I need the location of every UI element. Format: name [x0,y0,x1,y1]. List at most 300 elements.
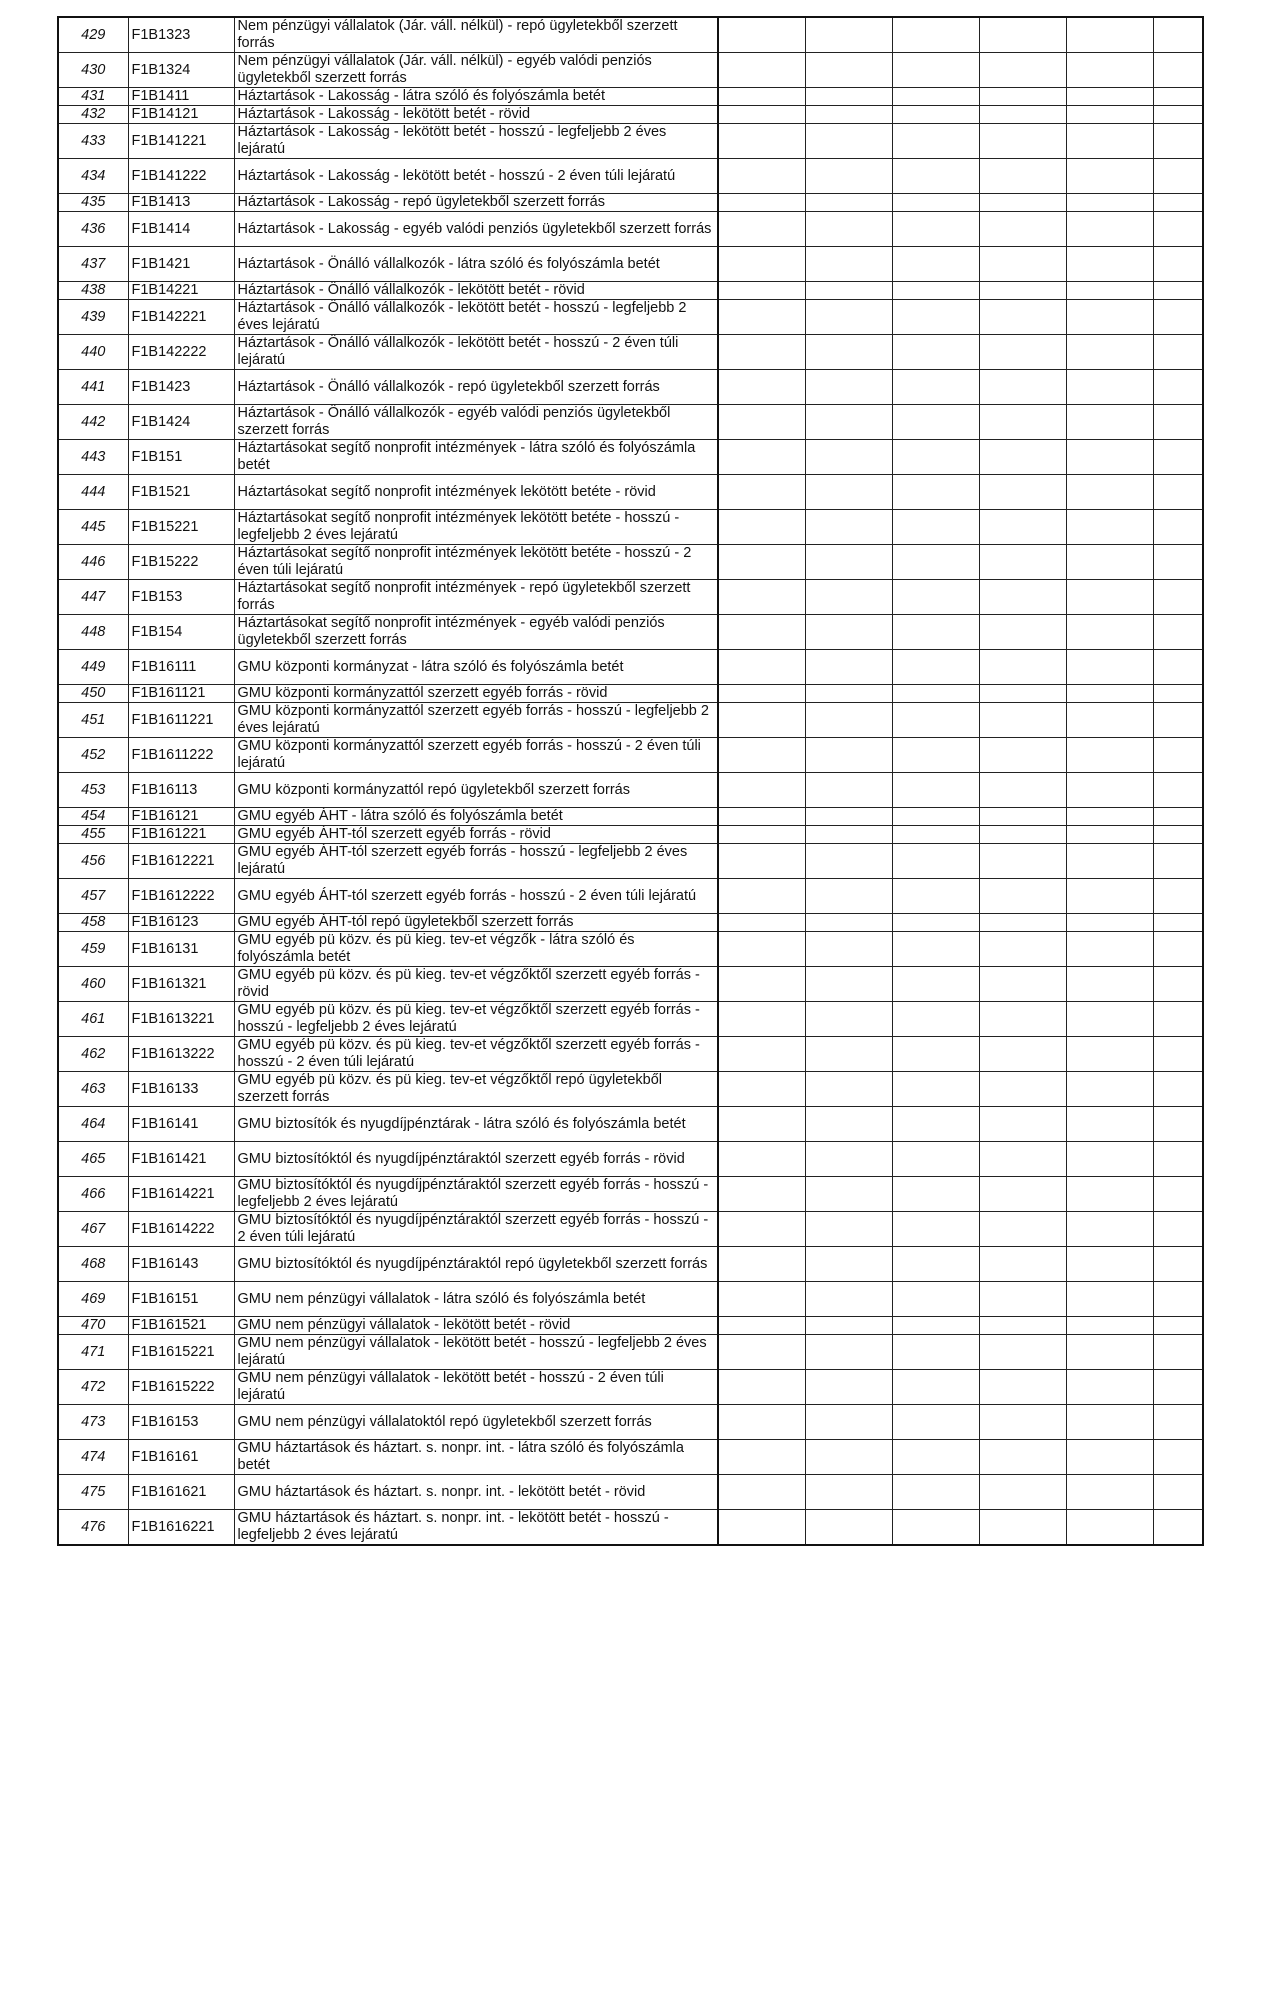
value-cell[interactable] [718,1317,805,1335]
value-cell[interactable] [892,17,979,53]
value-cell[interactable] [892,1282,979,1317]
value-cell[interactable] [892,335,979,370]
value-cell[interactable] [892,282,979,300]
value-cell[interactable] [718,1510,805,1546]
value-cell[interactable] [979,194,1066,212]
value-cell[interactable] [979,1177,1066,1212]
value-cell[interactable] [1066,773,1153,808]
row-code: F1B1414 [128,212,234,247]
value-cell[interactable] [892,808,979,826]
value-cell[interactable] [1066,932,1153,967]
value-cell[interactable] [1153,1177,1203,1212]
value-cell[interactable] [892,1317,979,1335]
value-cell[interactable] [1153,703,1203,738]
value-cell[interactable] [1066,159,1153,194]
value-cell[interactable] [1066,124,1153,159]
value-cell[interactable] [718,510,805,545]
value-cell[interactable] [979,1282,1066,1317]
value-cell[interactable] [1066,967,1153,1002]
value-cell[interactable] [805,1002,892,1037]
value-cell[interactable] [805,1510,892,1546]
value-cell[interactable] [805,335,892,370]
value-cell[interactable] [1066,405,1153,440]
value-cell[interactable] [1066,300,1153,335]
value-cell[interactable] [979,1440,1066,1475]
value-cell[interactable] [979,650,1066,685]
value-cell[interactable] [718,1440,805,1475]
value-cell[interactable] [1066,212,1153,247]
value-cell[interactable] [805,844,892,879]
value-cell[interactable] [1066,1335,1153,1370]
value-cell[interactable] [805,106,892,124]
value-cell[interactable] [1153,475,1203,510]
value-cell[interactable] [1066,826,1153,844]
value-cell[interactable] [979,545,1066,580]
value-cell[interactable] [1066,1142,1153,1177]
row-number: 456 [58,844,128,879]
value-cell[interactable] [1066,844,1153,879]
value-cell[interactable] [1066,17,1153,53]
value-cell[interactable] [1066,194,1153,212]
value-cell[interactable] [805,1317,892,1335]
value-cell[interactable] [805,53,892,88]
value-cell[interactable] [718,1335,805,1370]
value-cell[interactable] [805,475,892,510]
value-cell[interactable] [979,1335,1066,1370]
value-cell[interactable] [805,808,892,826]
value-cell[interactable] [805,879,892,914]
value-cell[interactable] [979,685,1066,703]
value-cell[interactable] [1153,545,1203,580]
value-cell[interactable] [892,1142,979,1177]
value-cell[interactable] [718,580,805,615]
value-cell[interactable] [805,1247,892,1282]
value-cell[interactable] [979,844,1066,879]
value-cell[interactable] [805,685,892,703]
value-cell[interactable] [718,194,805,212]
value-cell[interactable] [805,88,892,106]
value-cell[interactable] [1153,967,1203,1002]
value-cell[interactable] [892,685,979,703]
value-cell[interactable] [979,247,1066,282]
value-cell[interactable] [1066,615,1153,650]
value-cell[interactable] [805,1475,892,1510]
value-cell[interactable] [892,247,979,282]
value-cell[interactable] [805,738,892,773]
value-cell[interactable] [805,370,892,405]
value-cell[interactable] [805,300,892,335]
value-cell[interactable] [805,440,892,475]
value-cell[interactable] [892,300,979,335]
value-cell[interactable] [979,773,1066,808]
value-cell[interactable] [979,17,1066,53]
value-cell[interactable] [1066,1072,1153,1107]
value-cell[interactable] [892,475,979,510]
value-cell[interactable] [1153,808,1203,826]
value-cell[interactable] [718,545,805,580]
value-cell[interactable] [805,650,892,685]
value-cell[interactable] [1153,510,1203,545]
value-cell[interactable] [1153,1142,1203,1177]
value-cell[interactable] [1153,1440,1203,1475]
value-cell[interactable] [805,1072,892,1107]
value-cell[interactable] [805,1177,892,1212]
value-cell[interactable] [805,1212,892,1247]
value-cell[interactable] [1153,194,1203,212]
value-cell[interactable] [1153,106,1203,124]
value-cell[interactable] [979,1405,1066,1440]
value-cell[interactable] [718,440,805,475]
value-cell[interactable] [718,1405,805,1440]
value-cell[interactable] [1066,247,1153,282]
value-cell[interactable] [718,475,805,510]
value-cell[interactable] [718,1475,805,1510]
value-cell[interactable] [1066,738,1153,773]
value-cell[interactable] [718,1282,805,1317]
value-cell[interactable] [1153,580,1203,615]
value-cell[interactable] [805,17,892,53]
value-cell[interactable] [1153,300,1203,335]
value-cell[interactable] [1153,1405,1203,1440]
value-cell[interactable] [1153,282,1203,300]
value-cell[interactable] [1153,1370,1203,1405]
value-cell[interactable] [1066,1177,1153,1212]
value-cell[interactable] [1153,1002,1203,1037]
value-cell[interactable] [1153,650,1203,685]
value-cell[interactable] [892,53,979,88]
value-cell[interactable] [892,703,979,738]
value-cell[interactable] [892,879,979,914]
value-cell[interactable] [1066,370,1153,405]
value-cell[interactable] [892,440,979,475]
value-cell[interactable] [1066,335,1153,370]
value-cell[interactable] [892,1440,979,1475]
value-cell[interactable] [1153,844,1203,879]
value-cell[interactable] [892,1247,979,1282]
value-cell[interactable] [1066,580,1153,615]
value-cell[interactable] [892,1037,979,1072]
value-cell[interactable] [1153,88,1203,106]
table-row [58,510,1203,545]
value-cell[interactable] [979,615,1066,650]
value-cell[interactable] [805,826,892,844]
value-cell[interactable] [892,1335,979,1370]
value-cell[interactable] [805,1370,892,1405]
value-cell[interactable] [718,1142,805,1177]
value-cell[interactable] [718,738,805,773]
value-cell[interactable] [892,106,979,124]
value-cell[interactable] [718,159,805,194]
value-cell[interactable] [979,1037,1066,1072]
value-cell[interactable] [718,106,805,124]
value-cell[interactable] [1153,247,1203,282]
value-cell[interactable] [805,703,892,738]
value-cell[interactable] [979,405,1066,440]
value-cell[interactable] [1153,1510,1203,1546]
value-cell[interactable] [979,914,1066,932]
value-cell[interactable] [892,580,979,615]
value-cell[interactable] [1066,1037,1153,1072]
value-cell[interactable] [892,826,979,844]
value-cell[interactable] [892,650,979,685]
value-cell[interactable] [1153,932,1203,967]
value-cell[interactable] [979,826,1066,844]
value-cell[interactable] [1066,1247,1153,1282]
value-cell[interactable] [1066,282,1153,300]
value-cell[interactable] [979,106,1066,124]
value-cell[interactable] [1066,1370,1153,1405]
value-cell[interactable] [1153,53,1203,88]
value-cell[interactable] [892,159,979,194]
value-cell[interactable] [718,1037,805,1072]
value-cell[interactable] [718,808,805,826]
value-cell[interactable] [1153,405,1203,440]
value-cell[interactable] [718,335,805,370]
value-cell[interactable] [979,1247,1066,1282]
row-number: 447 [58,580,128,615]
value-cell[interactable] [892,932,979,967]
value-cell[interactable] [1153,1072,1203,1107]
value-cell[interactable] [979,1475,1066,1510]
value-cell[interactable] [979,370,1066,405]
value-cell[interactable] [718,967,805,1002]
value-cell[interactable] [1153,1335,1203,1370]
value-cell[interactable] [979,738,1066,773]
row-code: F1B161521 [128,1317,234,1335]
value-cell[interactable] [979,282,1066,300]
value-cell[interactable] [1066,1282,1153,1317]
value-cell[interactable] [718,1107,805,1142]
value-cell[interactable] [979,703,1066,738]
value-cell[interactable] [718,17,805,53]
value-cell[interactable] [718,826,805,844]
value-cell[interactable] [805,1142,892,1177]
value-cell[interactable] [1066,808,1153,826]
value-cell[interactable] [718,773,805,808]
value-cell[interactable] [892,615,979,650]
value-cell[interactable] [1153,1037,1203,1072]
value-cell[interactable] [1153,1107,1203,1142]
value-cell[interactable] [1153,615,1203,650]
value-cell[interactable] [805,1335,892,1370]
value-cell[interactable] [1066,53,1153,88]
value-cell[interactable] [979,580,1066,615]
value-cell[interactable] [1153,159,1203,194]
value-cell[interactable] [1066,440,1153,475]
value-cell[interactable] [892,88,979,106]
value-cell[interactable] [1066,88,1153,106]
value-cell[interactable] [1066,545,1153,580]
row-number: 437 [58,247,128,282]
value-cell[interactable] [718,88,805,106]
value-cell[interactable] [718,932,805,967]
row-code: F1B1615221 [128,1335,234,1370]
value-cell[interactable] [805,1107,892,1142]
value-cell[interactable] [1153,1282,1203,1317]
value-cell[interactable] [1153,212,1203,247]
value-cell[interactable] [892,1177,979,1212]
value-cell[interactable] [892,844,979,879]
value-cell[interactable] [979,300,1066,335]
value-cell[interactable] [718,1177,805,1212]
value-cell[interactable] [718,370,805,405]
value-cell[interactable] [1066,1002,1153,1037]
value-cell[interactable] [805,1282,892,1317]
value-cell[interactable] [1153,685,1203,703]
value-cell[interactable] [805,914,892,932]
value-cell[interactable] [1066,1212,1153,1247]
value-cell[interactable] [979,1142,1066,1177]
value-cell[interactable] [979,510,1066,545]
value-cell[interactable] [1153,826,1203,844]
value-cell[interactable] [979,1002,1066,1037]
value-cell[interactable] [718,685,805,703]
row-code: F1B1615222 [128,1370,234,1405]
value-cell[interactable] [1153,1475,1203,1510]
value-cell[interactable] [1066,1475,1153,1510]
value-cell[interactable] [1066,475,1153,510]
value-cell[interactable] [718,282,805,300]
value-cell[interactable] [805,247,892,282]
table-row [58,1475,1203,1510]
value-cell[interactable] [979,124,1066,159]
value-cell[interactable] [892,1072,979,1107]
value-cell[interactable] [718,1072,805,1107]
value-cell[interactable] [1066,685,1153,703]
value-cell[interactable] [979,335,1066,370]
value-cell[interactable] [1153,17,1203,53]
value-cell[interactable] [979,1072,1066,1107]
value-cell[interactable] [1153,879,1203,914]
value-cell[interactable] [805,1037,892,1072]
row-description: GMU biztosítóktól és nyugdíjpénztáraktól repó ügyletekből szerzett forrás [234,1247,718,1282]
value-cell[interactable] [892,545,979,580]
value-cell[interactable] [718,212,805,247]
value-cell[interactable] [979,159,1066,194]
value-cell[interactable] [805,580,892,615]
value-cell[interactable] [805,510,892,545]
value-cell[interactable] [892,1475,979,1510]
value-cell[interactable] [718,124,805,159]
value-cell[interactable] [718,1212,805,1247]
value-cell[interactable] [1066,1510,1153,1546]
value-cell[interactable] [1066,1107,1153,1142]
value-cell[interactable] [1066,510,1153,545]
value-cell[interactable] [892,1002,979,1037]
value-cell[interactable] [1153,1247,1203,1282]
value-cell[interactable] [718,1002,805,1037]
value-cell[interactable] [1153,124,1203,159]
value-cell[interactable] [805,405,892,440]
value-cell[interactable] [805,159,892,194]
value-cell[interactable] [979,808,1066,826]
value-cell[interactable] [892,967,979,1002]
value-cell[interactable] [805,124,892,159]
value-cell[interactable] [1066,1317,1153,1335]
value-cell[interactable] [805,967,892,1002]
value-cell[interactable] [892,738,979,773]
value-cell[interactable] [1066,1405,1153,1440]
value-cell[interactable] [1066,879,1153,914]
value-cell[interactable] [1153,440,1203,475]
value-cell[interactable] [1066,650,1153,685]
value-cell[interactable] [718,405,805,440]
value-cell[interactable] [718,1370,805,1405]
value-cell[interactable] [979,1370,1066,1405]
value-cell[interactable] [892,370,979,405]
value-cell[interactable] [1153,335,1203,370]
value-cell[interactable] [805,615,892,650]
value-cell[interactable] [1066,703,1153,738]
value-cell[interactable] [979,879,1066,914]
value-cell[interactable] [718,879,805,914]
value-cell[interactable] [805,212,892,247]
value-cell[interactable] [718,300,805,335]
value-cell[interactable] [1153,1317,1203,1335]
value-cell[interactable] [718,650,805,685]
value-cell[interactable] [718,247,805,282]
value-cell[interactable] [718,703,805,738]
value-cell[interactable] [892,124,979,159]
value-cell[interactable] [805,194,892,212]
value-cell[interactable] [892,1212,979,1247]
value-cell[interactable] [1153,914,1203,932]
value-cell[interactable] [892,1405,979,1440]
value-cell[interactable] [1066,1440,1153,1475]
value-cell[interactable] [979,475,1066,510]
value-cell[interactable] [892,194,979,212]
row-code: F1B161321 [128,967,234,1002]
value-cell[interactable] [979,440,1066,475]
value-cell[interactable] [892,1510,979,1546]
value-cell[interactable] [979,1107,1066,1142]
value-cell[interactable] [805,282,892,300]
value-cell[interactable] [892,1107,979,1142]
value-cell[interactable] [892,212,979,247]
value-cell[interactable] [892,773,979,808]
value-cell[interactable] [1153,1212,1203,1247]
value-cell[interactable] [805,932,892,967]
value-cell[interactable] [979,1510,1066,1546]
value-cell[interactable] [892,405,979,440]
value-cell[interactable] [718,1247,805,1282]
value-cell[interactable] [892,510,979,545]
value-cell[interactable] [1153,738,1203,773]
value-cell[interactable] [805,1405,892,1440]
value-cell[interactable] [979,53,1066,88]
value-cell[interactable] [979,967,1066,1002]
value-cell[interactable] [979,932,1066,967]
value-cell[interactable] [1066,914,1153,932]
value-cell[interactable] [1153,773,1203,808]
value-cell[interactable] [805,1440,892,1475]
value-cell[interactable] [805,773,892,808]
row-description: Háztartások - Lakosság - egyéb valódi penziós ügyletekből szerzett forrás [234,212,718,247]
value-cell[interactable] [892,914,979,932]
value-cell[interactable] [979,88,1066,106]
value-cell[interactable] [718,53,805,88]
value-cell[interactable] [979,1212,1066,1247]
value-cell[interactable] [718,615,805,650]
value-cell[interactable] [892,1370,979,1405]
value-cell[interactable] [979,212,1066,247]
value-cell[interactable] [718,844,805,879]
value-cell[interactable] [718,914,805,932]
value-cell[interactable] [1153,370,1203,405]
value-cell[interactable] [979,1317,1066,1335]
value-cell[interactable] [805,545,892,580]
value-cell[interactable] [1066,106,1153,124]
